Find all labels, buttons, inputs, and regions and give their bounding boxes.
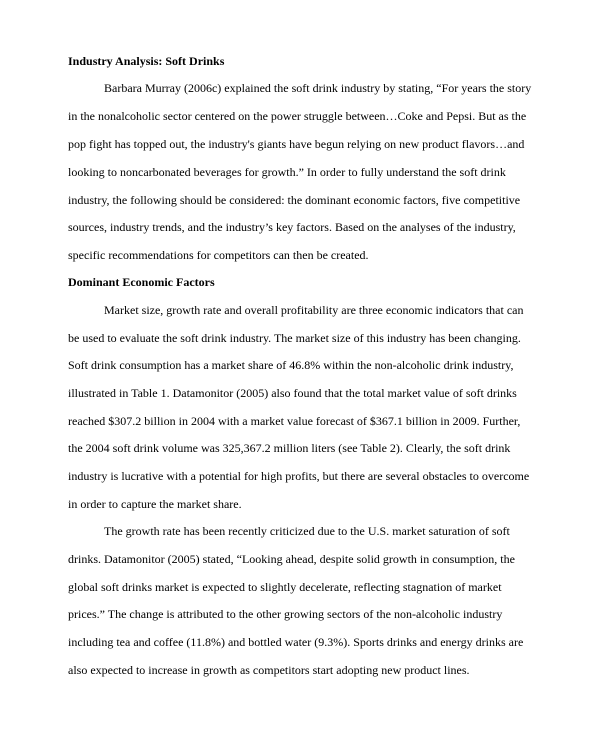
paragraph-line: also expected to increase in growth as competitors start adopting new product lines.: [68, 663, 470, 677]
paragraph-line: Market size, growth rate and overall profitability are three economic indicators that can: [104, 303, 524, 317]
paragraph-line: including tea and coffee (11.8%) and bottled water (9.3%). Sports drinks and energy drinks are: [68, 635, 524, 649]
paragraph-line: be used to evaluate the soft drink industry. The market size of this industry has been changing.: [68, 331, 521, 345]
section-heading-dominant-economic-factors: Dominant Economic Factors: [68, 275, 215, 289]
paragraph-line: Soft drink consumption has a market share of 46.8% within the non-alcoholic drink industry,: [68, 358, 514, 372]
paragraph-line: sources, industry trends, and the industry’s key factors. Based on the analyses of the industry,: [68, 220, 516, 234]
paragraph-line: specific recommendations for competitors can then be created.: [68, 248, 369, 262]
paragraph-line: global soft drinks market is expected to slightly decelerate, reflecting stagnation of market: [68, 580, 502, 594]
paragraph-line: in order to capture the market share.: [68, 497, 242, 511]
paragraph-line: illustrated in Table 1. Datamonitor (2005) also found that the total market value of soft drinks: [68, 386, 517, 400]
paragraph-line: pop fight has topped out, the industry's giants have begun relying on new product flavors…and: [68, 137, 525, 151]
paragraph-line: in the nonalcoholic sector centered on the power struggle between…Coke and Pepsi. But as the: [68, 109, 527, 123]
paragraph-line: The growth rate has been recently criticized due to the U.S. market saturation of soft: [104, 524, 510, 538]
paragraph-line: drinks. Datamonitor (2005) stated, “Looking ahead, despite solid growth in consumption, the: [68, 552, 515, 566]
paragraph-line: the 2004 soft drink volume was 325,367.2 million liters (see Table 2). Clearly, the soft drink: [68, 441, 511, 455]
paragraph-line: Barbara Murray (2006c) explained the soft drink industry by stating, “For years the story: [104, 81, 532, 95]
paragraph-line: reached $307.2 billion in 2004 with a market value forecast of $367.1 billion in 2009. Further,: [68, 414, 521, 428]
paragraph-line: industry, the following should be considered: the dominant economic factors, five competitive: [68, 193, 521, 207]
paragraph-line: prices.” The change is attributed to the other growing sectors of the non-alcoholic industry: [68, 607, 503, 621]
paragraph-line: industry is lucrative with a potential for high profits, but there are several obstacles to overcome: [68, 469, 530, 483]
section-heading-industry-analysis: Industry Analysis: Soft Drinks: [68, 54, 225, 68]
paragraph-line: looking to noncarbonated beverages for growth.” In order to fully understand the soft drink: [68, 165, 506, 179]
